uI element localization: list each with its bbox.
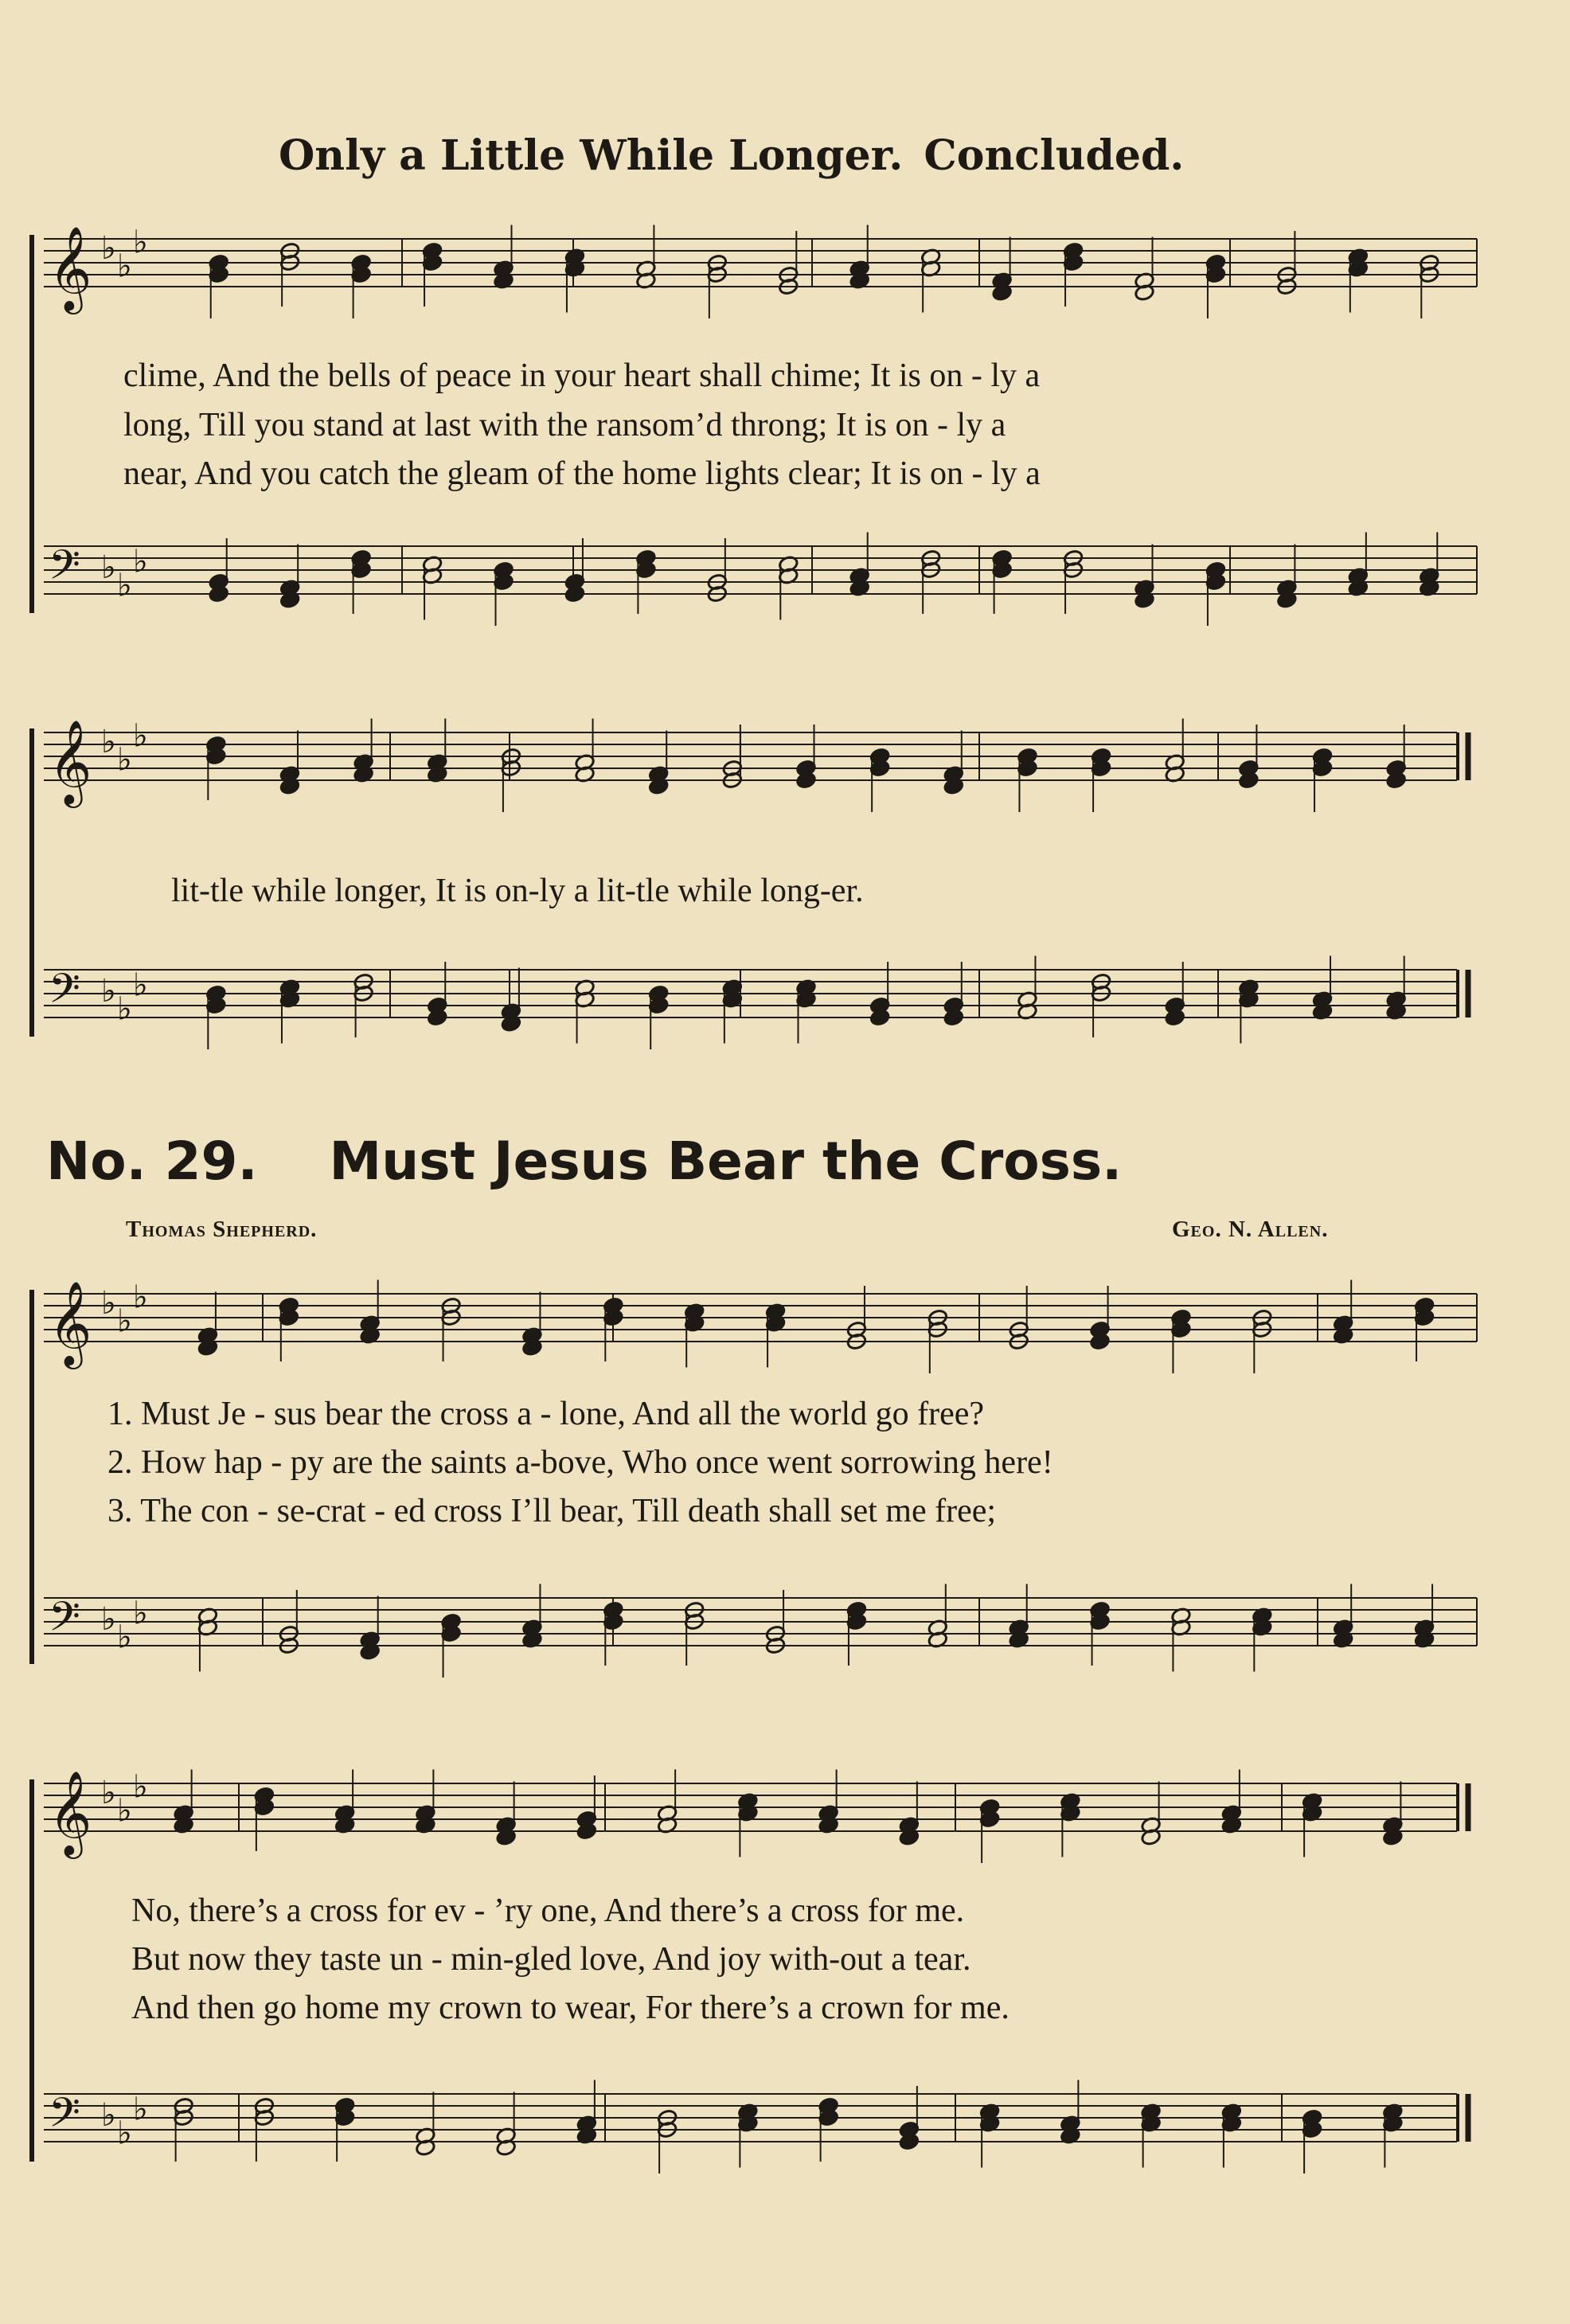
bass-clef-icon: 𝄢	[49, 2088, 80, 2146]
hymn-number: No. 29.	[46, 1131, 258, 1192]
flat-icon: ♭	[117, 567, 132, 604]
lyric-line: But now they taste un - min-gled love, And joy with-out a tear.	[131, 1941, 971, 1978]
flat-icon: ♭	[117, 2115, 132, 2152]
treble-clef-icon: 𝄞	[49, 1770, 92, 1855]
hymn-header	[46, 1131, 1122, 1192]
flat-icon: ♭	[133, 1279, 148, 1316]
continued-title-text: Only a Little While Longer.	[279, 131, 904, 180]
lyric-line: clime, And the bells of peace in your heart shall chime; It is on - ly a	[123, 357, 1041, 394]
flat-icon: ♭	[133, 543, 148, 580]
flat-icon: ♭	[101, 1285, 116, 1322]
flat-icon: ♭	[133, 1768, 148, 1806]
treble-clef-icon: 𝄞	[49, 225, 92, 311]
flat-icon: ♭	[133, 967, 148, 1004]
flat-icon: ♭	[101, 2097, 116, 2134]
flat-icon: ♭	[117, 741, 132, 779]
flat-icon: ♭	[133, 224, 148, 261]
flat-icon: ♭	[101, 1601, 116, 1638]
flat-icon: ♭	[117, 990, 132, 1028]
bass-clef-icon: 𝄢	[49, 964, 80, 1022]
lyric-line: No, there’s a cross for ev - ’ry one, And there’s a cross for me.	[131, 1892, 965, 1929]
lyric-line: 3. The con - se-crat - ed cross I’ll bear, Till death shall set me free;	[107, 1493, 997, 1529]
flat-icon: ♭	[117, 1303, 132, 1340]
flat-icon: ♭	[101, 230, 116, 267]
flat-icon: ♭	[133, 1595, 148, 1632]
lyric-line: And then go home my crown to wear, For there’s a crown for me.	[131, 1990, 1010, 2026]
flat-icon: ♭	[117, 1619, 132, 1656]
lyric-line: 2. How hap - py are the saints a-bove, Who once went sorrowing here!	[107, 1444, 1053, 1481]
lyric-line: lit-tle while longer, It is on-ly a lit-tle while long-er.	[171, 873, 864, 909]
lyric-line: long, Till you stand at last with the ransom’d throng; It is on - ly a	[123, 407, 1006, 443]
composer-credit: Geo. N. Allen.	[1172, 1217, 1329, 1242]
bass-clef-icon: 𝄢	[49, 1592, 80, 1650]
hymn-title: Must Jesus Bear the Cross.	[329, 1131, 1123, 1192]
treble-clef-icon: 𝄞	[49, 719, 92, 804]
treble-clef-icon: 𝄞	[49, 1280, 92, 1365]
author-credit: Thomas Shepherd.	[126, 1217, 318, 1242]
flat-icon: ♭	[101, 549, 116, 586]
flat-icon: ♭	[117, 1792, 132, 1830]
lyric-line: 1. Must Je - sus bear the cross a - lone, And all the world go free?	[107, 1396, 985, 1432]
flat-icon: ♭	[101, 724, 116, 760]
flat-icon: ♭	[133, 2091, 148, 2128]
lyric-line: near, And you catch the gleam of the home lights clear; It is on - ly a	[123, 455, 1041, 492]
flat-icon: ♭	[133, 717, 148, 755]
bass-clef-icon: 𝄢	[49, 541, 80, 599]
flat-icon: ♭	[101, 1775, 116, 1811]
flat-icon: ♭	[101, 973, 116, 1010]
flat-icon: ♭	[117, 248, 132, 285]
continued-title-suffix: Concluded.	[924, 131, 1185, 180]
